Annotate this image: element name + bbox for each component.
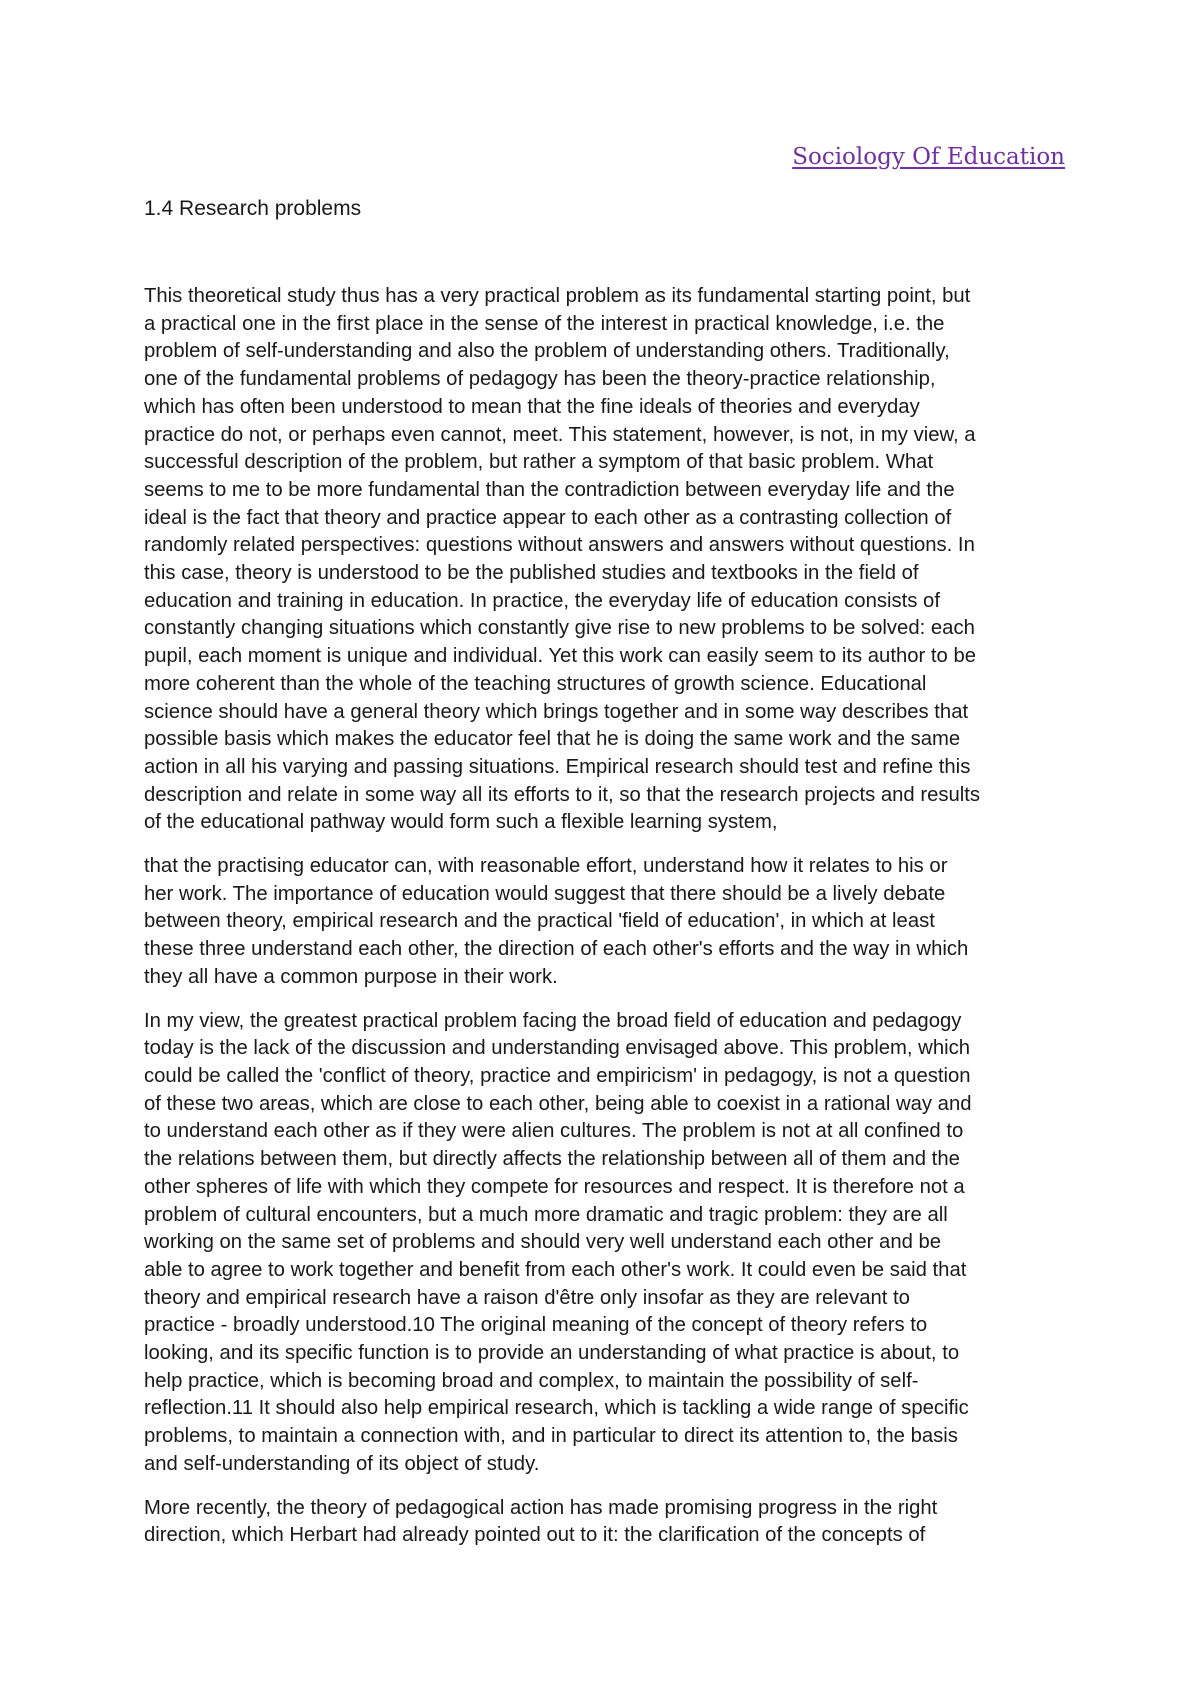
- text-line: one of the fundamental problems of pedagogy has been the theory-practice relationship,: [144, 368, 936, 391]
- text-line: more coherent than the whole of the teaching structures of growth science. Educational: [144, 672, 927, 695]
- text-line: possible basis which makes the educator feel that he is doing the same work and the same: [144, 728, 961, 751]
- text-line: working on the same set of problems and should very well understand each other and be: [144, 1231, 942, 1254]
- text-line: problem of self-understanding and also the problem of understanding others. Traditionally,: [144, 340, 950, 363]
- text-line: looking, and its specific function is to provide an understanding of what practice is about, to: [144, 1342, 960, 1365]
- text-line: constantly changing situations which constantly give rise to new problems to be solved: each: [144, 617, 975, 640]
- text-line: education and training in education. In practice, the everyday life of education consists of: [144, 589, 940, 612]
- text-line: problems, to maintain a connection with, and in particular to direct its attention to, the basis: [144, 1425, 958, 1448]
- text-line: seems to me to be more fundamental than the contradiction between everyday life and the: [144, 478, 955, 501]
- text-line: these three understand each other, the direction of each other's efforts and the way in which: [144, 938, 969, 961]
- document-title-link[interactable]: Sociology Of Education: [792, 144, 1065, 170]
- paragraph-4: [144, 1495, 1066, 1550]
- text-line: direction, which Herbart had already pointed out to it: the clarification of the concepts of: [144, 1524, 926, 1547]
- text-line: of these two areas, which are close to each other, being able to coexist in a rational way and: [144, 1092, 972, 1115]
- text-line: More recently, the theory of pedagogical action has made promising progress in the right: [144, 1496, 938, 1519]
- text-line: practice - broadly understood.10 The original meaning of the concept of theory refers to: [144, 1314, 928, 1337]
- text-line: her work. The importance of education would suggest that there should be a lively debate: [144, 882, 946, 905]
- text-line: action in all his varying and passing situations. Empirical research should test and refine this: [144, 755, 971, 778]
- text-line: this case, theory is understood to be the published studies and textbooks in the field of: [144, 562, 919, 585]
- text-line: problem of cultural encounters, but a much more dramatic and tragic problem: they are all: [144, 1203, 948, 1226]
- text-line: could be called the 'conflict of theory, practice and empiricism' in pedagogy, is not a question: [144, 1064, 971, 1087]
- text-line: theory and empirical research have a raison d'être only insofar as they are relevant to: [144, 1286, 910, 1309]
- text-line: that the practising educator can, with reasonable effort, understand how it relates to his or: [144, 855, 948, 878]
- text-line: help practice, which is becoming broad and complex, to maintain the possibility of self-: [144, 1369, 919, 1392]
- text-line: other spheres of life with which they compete for resources and respect. It is therefore not a: [144, 1175, 965, 1198]
- text-line: the relations between them, but directly affects the relationship between all of them and the: [144, 1148, 960, 1171]
- section-heading: 1.4 Research problems: [144, 197, 362, 220]
- text-line: of the educational pathway would form such a flexible learning system,: [144, 811, 778, 834]
- text-line: ideal is the fact that theory and practice appear to each other as a contrasting collection of: [144, 506, 952, 529]
- text-line: successful description of the problem, but rather a symptom of that basic problem. What: [144, 451, 934, 474]
- text-line: randomly related perspectives: questions without answers and answers without questions. In: [144, 534, 975, 557]
- text-line: pupil, each moment is unique and individual. Yet this work can easily seem to its author to be: [144, 645, 977, 668]
- text-line: and self-understanding of its object of study.: [144, 1452, 540, 1475]
- text-line: to understand each other as if they were alien cultures. The problem is not at all confined to: [144, 1120, 964, 1143]
- text-line: between theory, empirical research and the practical 'field of education', in which at least: [144, 910, 935, 933]
- document-body: [144, 283, 1066, 1566]
- text-line: which has often been understood to mean that the fine ideals of theories and everyday: [144, 395, 920, 418]
- text-line: description and relate in some way all its efforts to it, so that the research projects and results: [144, 783, 981, 806]
- paragraph-3: [144, 1008, 1066, 1479]
- text-line: practice do not, or perhaps even cannot, meet. This statement, however, is not, in my view, a: [144, 423, 976, 446]
- paragraph-2: [144, 853, 1066, 992]
- text-line: In my view, the greatest practical problem facing the broad field of education and pedagogy: [144, 1009, 962, 1032]
- text-line: today is the lack of the discussion and understanding envisaged above. This problem, which: [144, 1037, 971, 1060]
- text-line: This theoretical study thus has a very practical problem as its fundamental starting point, but: [144, 285, 971, 307]
- text-line: they all have a common purpose in their work.: [144, 965, 558, 988]
- text-line: science should have a general theory which brings together and in some way describes that: [144, 700, 969, 723]
- text-line: a practical one in the first place in the sense of the interest in practical knowledge, i.e. the: [144, 312, 945, 335]
- text-line: reflection.11 It should also help empirical research, which is tackling a wide range of specific: [144, 1397, 969, 1420]
- paragraph-1: [144, 283, 1066, 837]
- text-line: able to agree to work together and benefit from each other's work. It could even be said that: [144, 1258, 967, 1281]
